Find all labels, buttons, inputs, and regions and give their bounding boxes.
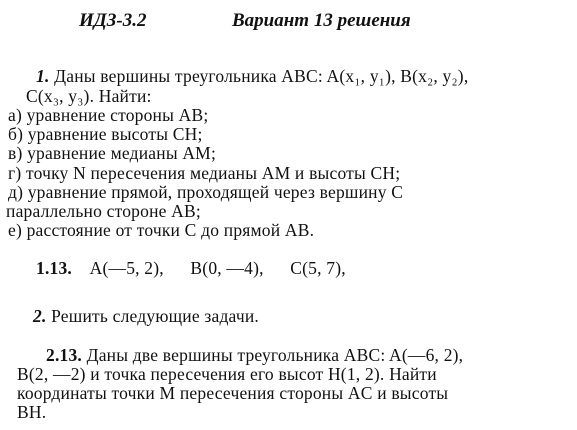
variant-title: Вариант 13 решения	[232, 10, 411, 31]
task1-item-d: г) точку N пересечения медианы AM и высоты CH;	[8, 163, 401, 183]
task2-13-line-2: B(2, —2) и точка пересечения его высот H(1, 2). Найти	[17, 364, 437, 384]
task1-number: 1.	[36, 66, 50, 86]
task2-13-line-3: координаты точки M пересечения стороны AC и высоты	[17, 383, 449, 403]
assignment-code: ИДЗ-3.2	[79, 10, 147, 31]
task2-13-line-1	[46, 345, 463, 365]
task2-13-text-1: Даны две вершины треугольника ABC: A(—6, 2),	[86, 345, 464, 365]
task1-line-2: C(x₃, y₃). Найти:	[26, 86, 152, 106]
task1-line-1	[36, 66, 468, 86]
variant-line	[36, 258, 346, 278]
task2-13-line-4: BH.	[17, 402, 47, 422]
task1-item-a: а) уравнение стороны AB;	[8, 105, 209, 125]
task1-text-1: Даны вершины треугольника ABC: A(x₁, y₁), B(x₂, y₂),	[54, 66, 469, 86]
variant-point-b: B(0, —4),	[190, 258, 264, 278]
task1-item-c: в) уравнение медианы AM;	[8, 143, 217, 163]
task1-item-b: б) уравнение высоты CH;	[8, 124, 203, 144]
task2-line	[33, 306, 259, 326]
task1-item-e-cont: параллельно стороне AB;	[6, 201, 201, 221]
task2-text: Решить следующие задачи.	[51, 306, 259, 326]
variant-number: 1.13.	[36, 258, 72, 278]
task1-item-f: е) расстояние от точки C до прямой AB.	[8, 220, 315, 240]
task2-13-number: 2.13.	[46, 345, 82, 365]
task2-number: 2.	[33, 306, 47, 326]
variant-point-c: C(5, 7),	[290, 258, 346, 278]
task1-item-e: д) уравнение прямой, проходящей через вершину C	[8, 182, 404, 202]
variant-point-a: A(—5, 2),	[89, 258, 164, 278]
